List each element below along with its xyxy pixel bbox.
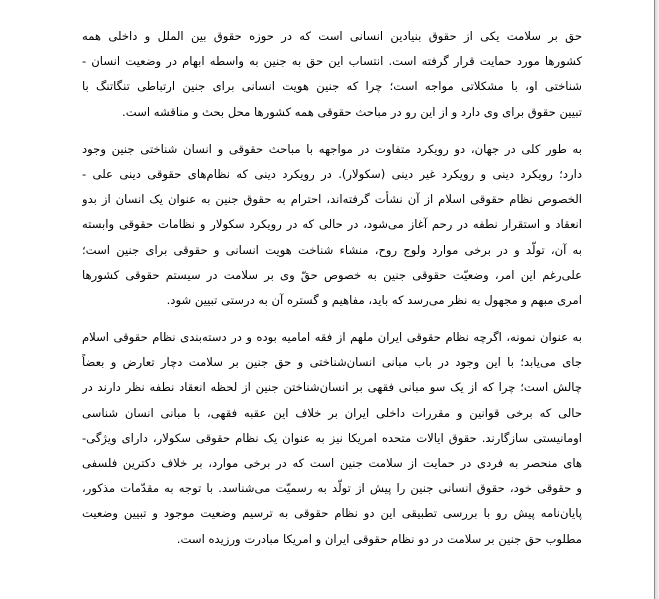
text-line: های منحصر به فردی در حمایت از سلامت جنین است که در برخی موارد، بر خلاف دکترین فلسفی: [82, 456, 582, 470]
paragraph-1: [82, 24, 582, 125]
text-line: الخصوص نظام حقوقی اسلام از آن نشأت گرفته‌اند، احترام به حقوق جنین به عنوان یک انسان از بدو: [82, 192, 582, 207]
paragraph-2: [82, 137, 582, 313]
text-line: حق بر سلامت یکی از حقوق بنیادین انسانی است که در حوزه حقوق بین الملل و داخلی همه: [82, 29, 582, 43]
text-line: حالی که برخی قوانین و مقررات داخلی ایران بر خلاف این عقبه فقهی، با مبانی انسان شناسی: [82, 405, 582, 420]
paragraph-spacer: [82, 125, 582, 137]
text-line: پایان‌نامه پیش رو با بررسی تطبیقی این دو نظام حقوقی به ترسیم وضعیت موجود و تبیین وضعیت: [82, 506, 582, 521]
text-line: جای می‌یابد؛ با این وجود در باب مبانی انسان‌شناختی و حق جنین بر سلامت دچار تعارض و بعضاً: [82, 355, 582, 370]
text-line: اومانیستی سازگارند. حقوق ایالات متحده امریکا نیز به عنوان یک نظام حقوقی سکولار، دارای ویژگی-: [82, 430, 582, 445]
text-line: امری مبهم و مجهول به نظر می‌رسد که باید، مفاهیم و گستره آن به درستی تبیین شود.: [166, 292, 582, 307]
text-line: تبیین حقوق برای وی دارد و از این رو در مباحث حقوقی همه کشورها محل بحث و مناقشه است.: [122, 104, 582, 119]
text-line: دارد؛ رویکرد دینی و رویکرد غیر دینی (سکولار). در رویکرد دینی که نظام‌های حقوقی دینی علی -: [82, 166, 582, 181]
text-line: و حقوقی خود، حقوق انسانی جنین را پیش از تولّد به رسمیّت می‌شناسد. با توجه به مقدّمات مذکور،: [82, 481, 582, 496]
text-line: به آن، تولّد و در برخی موارد ولوج روح، منشاء شناخت هویت انسانی و حقوقی برای جنین است؛: [82, 242, 582, 257]
paragraph-spacer: [82, 313, 582, 325]
text-line: چالش است؛ چرا که از یک سو مبانی فقهی بر انسان‌شناختن جنین از لحظه انعقاد نطفه نظر دارند در: [82, 380, 582, 395]
text-line: به عنوان نمونه، اگرچه نظام حقوقی ایران ملهم از فقه امامیه بوده و در دسته‌بندی نظام حقوقی اسلام: [82, 330, 582, 345]
text-line: کشورها مورد حمایت قرار گرفته است. انتساب این حق به جنین به واسطه ابهام در وضعیت انسان -: [82, 54, 582, 69]
paragraph-3: [82, 325, 582, 552]
text-line: مطلوب حق جنین بر سلامت در دو نظام حقوقی ایران و امریکا مبادرت ورزیده است.: [176, 531, 582, 546]
text-line: علی‌رغم این امر، وضعیّت حقوقی جنین به خصوص حقّ وی بر سلامت در سیستم حقوقی کشورها: [82, 267, 582, 282]
document-body: [82, 24, 582, 552]
text-line: به طور کلی در جهان، دو رویکرد متفاوت در مواجهه با مباحث حقوقی و انسان شناختی جنین وجود: [82, 141, 582, 156]
page-shadow: [655, 0, 659, 599]
text-line: انعقاد و استقرار نطفه در رحم آغاز می‌شود، در حالی که در رویکرد سکولار و نظامات حقوقی وابسته: [82, 217, 582, 232]
text-line: شناختی او، با مشکلاتی مواجه است؛ چرا که جنین هویت انسانی برای جنین ارتباطی تنگاتنگ با: [82, 79, 582, 94]
